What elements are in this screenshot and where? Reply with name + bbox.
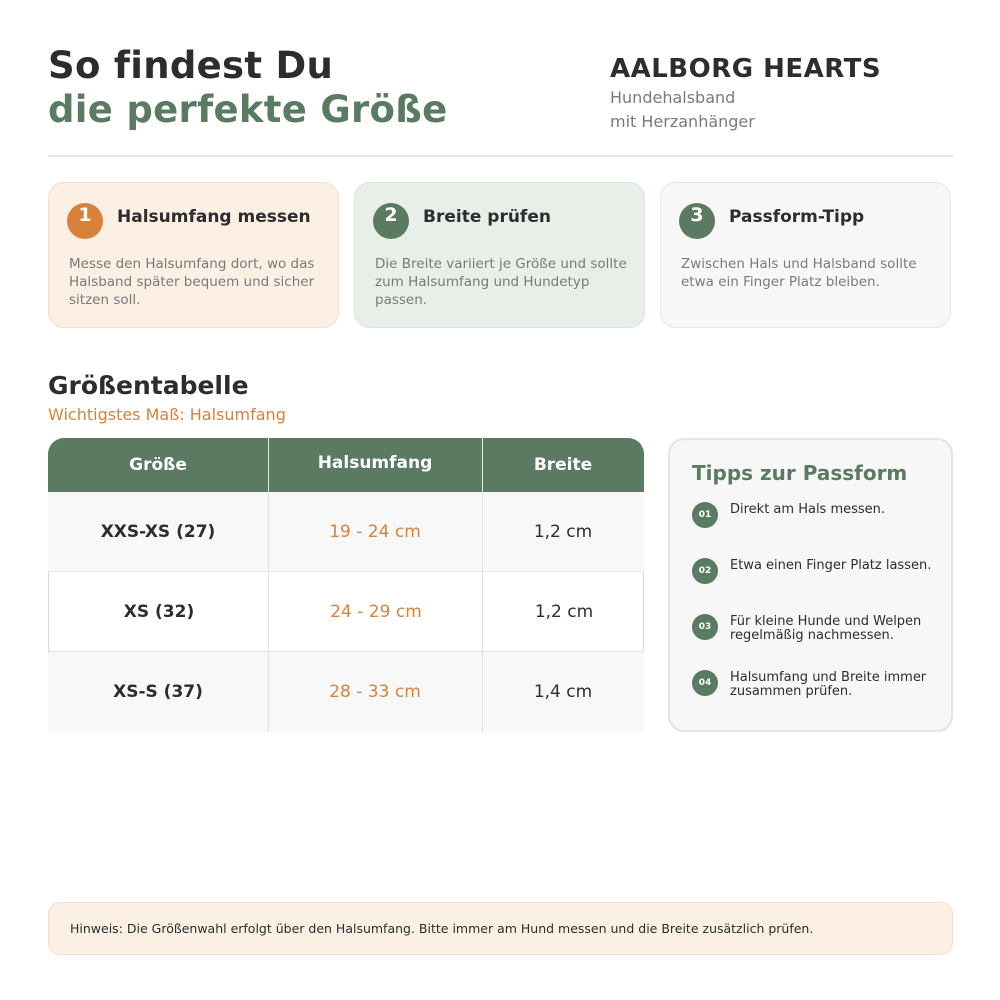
step-title: Passform-Tipp [729,207,865,227]
column-header-width: Breite [533,455,593,475]
brand-subtitle-line-2: mit Herzanhänger [610,112,755,131]
tip-number-badge: 04 [692,670,718,696]
step-card-1 [48,182,339,328]
tips-title: Tipps zur Passform [692,461,908,485]
column-divider [482,438,483,492]
cell-neck: 19 - 24 cm [329,522,421,542]
step-title: Breite prüfen [423,207,551,227]
step-number-badge: 2 [373,203,409,239]
column-header-size: Größe [129,455,187,475]
cell-size: XS-S (37) [113,682,203,702]
header-divider [48,155,953,157]
step-text: Die Breite variiert je Größe und sollte zum Halsumfang und Hundetyp passen. [375,256,627,308]
brand-subtitle-line-1: Hundehalsband [610,88,736,107]
column-divider [482,572,483,652]
tip-text: Halsumfang und Breite immer zusammen prüfen. [730,670,927,699]
page-title-line-1: So findest Du [48,44,334,87]
brand-block [610,54,881,134]
column-divider [268,492,269,572]
table-row [48,652,644,732]
tip-number-badge: 03 [692,614,718,640]
column-divider [268,652,269,732]
column-header-neck: Halsumfang [317,453,433,473]
step-card-2 [354,182,645,328]
table-row [48,572,644,652]
size-table [48,438,644,732]
step-number-badge: 1 [67,203,103,239]
cell-neck: 28 - 33 cm [329,682,421,702]
tip-text: Etwa einen Finger Platz lassen. [730,558,932,573]
table-header [48,438,644,492]
page-title-line-2: die perfekte Größe [48,88,448,131]
column-divider [268,572,269,652]
brand-name: AALBORG HEARTS [610,54,882,84]
step-text: Zwischen Hals und Halsband sollte etwa ein Finger Platz bleiben. [681,256,917,290]
hint-text: Hinweis: Die Größenwahl erfolgt über den Halsumfang. Bitte immer am Hund messen und die Breite zusätzlich prüfen. [70,921,814,936]
size-table-subtitle: Wichtigstes Maß: Halsumfang [48,405,286,424]
cell-size: XXS-XS (27) [100,522,216,542]
tip-number-badge: 02 [692,558,718,584]
step-title: Halsumfang messen [117,207,311,227]
cell-width: 1,2 cm [533,522,593,542]
column-divider [482,652,483,732]
cell-width: 1,2 cm [534,602,594,622]
column-divider [268,438,269,492]
tip-text: Direkt am Hals messen. [730,502,886,517]
steps-row [48,182,953,328]
page-header [48,44,953,156]
step-text: Messe den Halsumfang dort, wo das Halsband später bequem und sicher sitzen soll. [69,256,315,308]
cell-neck: 24 - 29 cm [330,602,422,622]
tip-text: Für kleine Hunde und Welpen regelmäßig nachmessen. [730,614,922,643]
size-table-title: Größentabelle [48,371,249,400]
table-row [48,492,644,572]
step-number-badge: 3 [679,203,715,239]
hint-box [48,902,953,955]
tip-number-badge: 01 [692,502,718,528]
step-card-3 [660,182,951,328]
cell-width: 1,4 cm [533,682,593,702]
cell-size: XS (32) [123,602,195,622]
tips-panel [668,438,953,732]
column-divider [482,492,483,572]
